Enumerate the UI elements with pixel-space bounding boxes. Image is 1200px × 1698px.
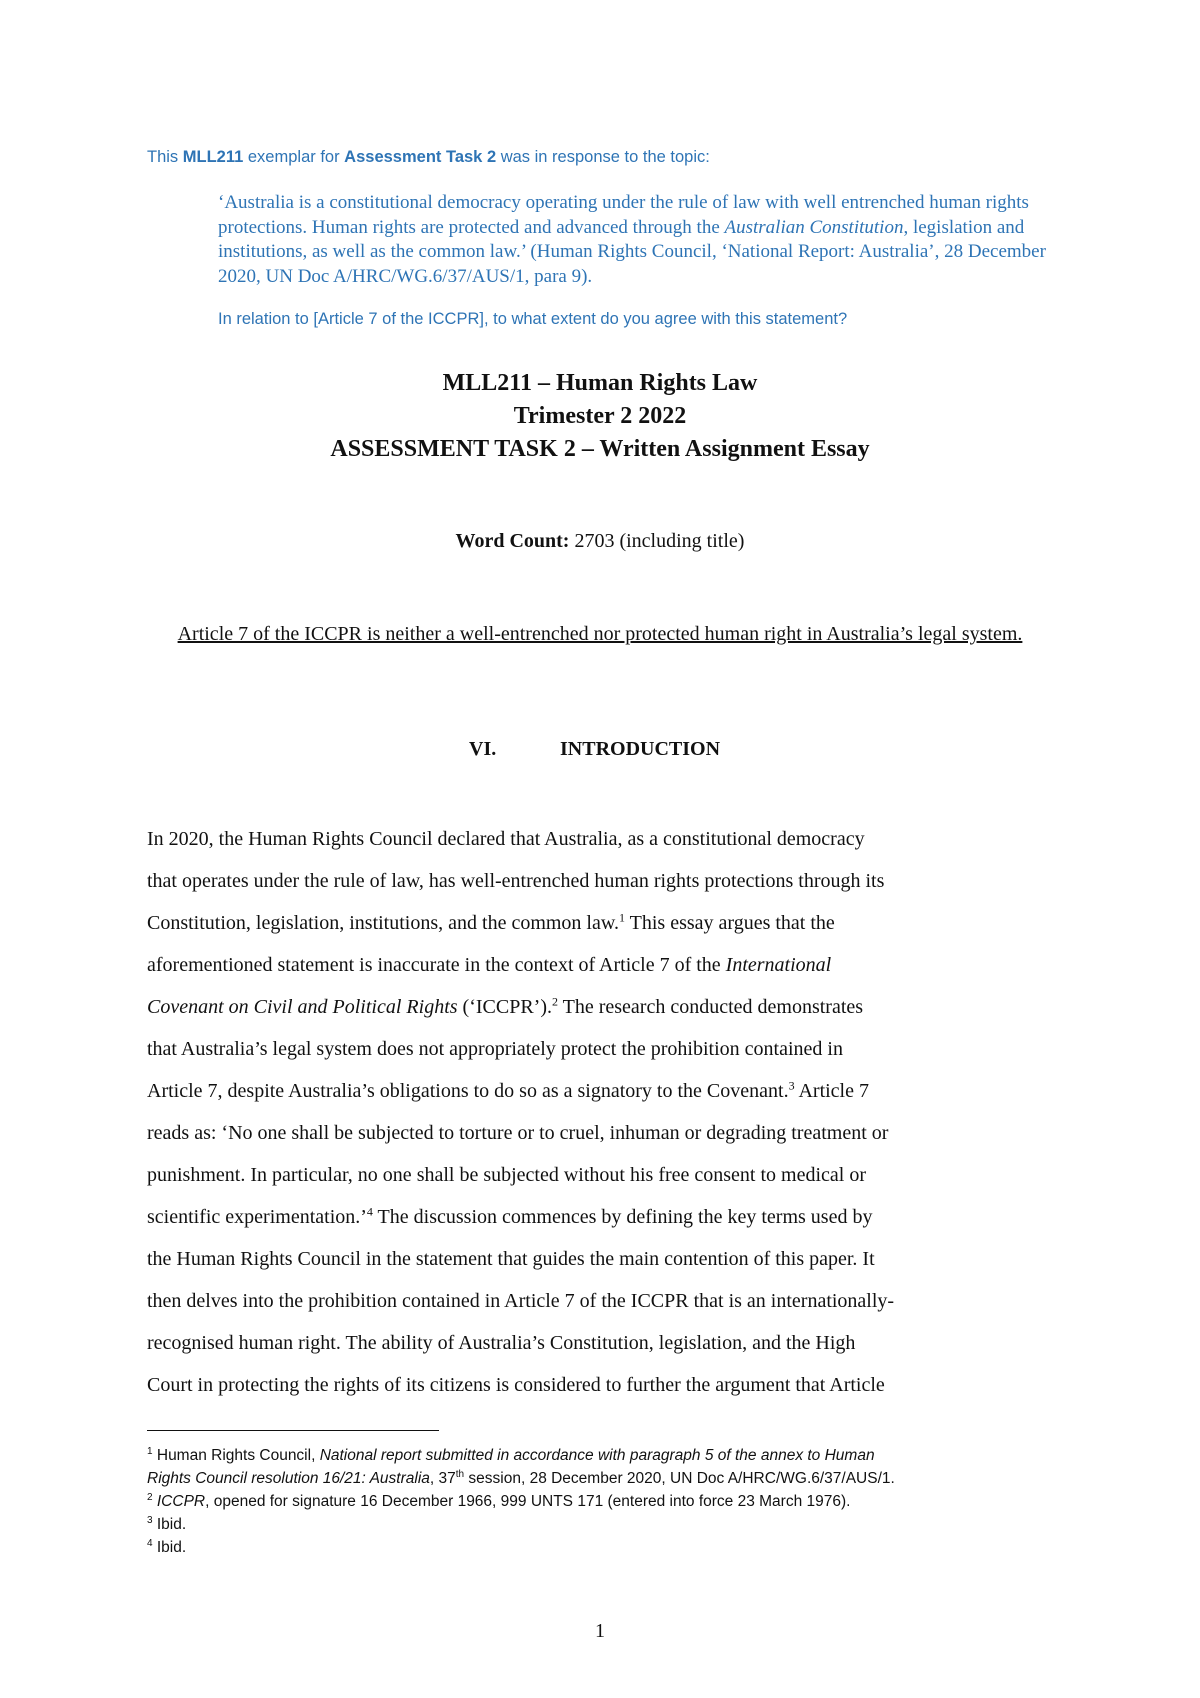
footnote-text: Ibid.	[152, 1516, 187, 1533]
essay-title: Article 7 of the ICCPR is neither a well-entrenched nor protected human right in Australia’s legal system.	[177, 623, 1023, 645]
section-title: INTRODUCTION	[560, 738, 721, 760]
footnote-text: , 37	[429, 1470, 456, 1487]
body-text: scientific experimentation.’	[147, 1206, 367, 1228]
footnote-separator	[147, 1430, 439, 1431]
exemplar-task: Assessment Task 2	[344, 148, 497, 166]
trimester-heading: Trimester 2 2022	[513, 403, 687, 429]
page-number: 1	[595, 1620, 605, 1642]
footnote-3	[147, 1516, 186, 1534]
assessment-heading: ASSESSMENT TASK 2 – Written Assignment Essay	[330, 436, 870, 462]
topic-quote-end: , legislation and institutions, as well as the common law.’ (Human Rights Council, ‘National Report: Australia’, 28 December 2020, UN Doc A/HRC/WG.6/37/AUS/1, para 9).	[218, 216, 1046, 287]
body-line	[147, 996, 863, 1019]
word-count	[0, 530, 1200, 553]
body-line: that Australia’s legal system does not appropriately protect the prohibition contained in	[147, 1038, 843, 1060]
footnote-1	[147, 1447, 875, 1465]
body-line	[147, 954, 831, 977]
footnote-ref: 3	[788, 1078, 795, 1093]
body-text: The discussion commences by defining the key terms used by	[372, 1206, 873, 1228]
word-count-label: Word Count:	[455, 530, 570, 552]
footnote-text: Ibid.	[152, 1539, 187, 1556]
word-count-value: 2703 (including title)	[569, 530, 745, 552]
footnote-ref: 4	[366, 1204, 373, 1219]
footnote-text: Human Rights Council,	[152, 1447, 320, 1464]
footnote-number: 3	[147, 1514, 153, 1526]
body-line: punishment. In particular, no one shall be subjected without his free consent to medical or	[147, 1164, 867, 1186]
course-heading: MLL211 – Human Rights Law	[442, 370, 758, 396]
exemplar-course: MLL211	[182, 148, 244, 166]
body-line: In 2020, the Human Rights Council declared that Australia, as a constitutional democracy	[147, 828, 865, 850]
body-line	[147, 912, 835, 935]
topic-quote-italic: Australian Constitution	[724, 216, 904, 238]
body-line: that operates under the rule of law, has well-entrenched human rights protections through its	[147, 870, 885, 892]
footnote-italic: ICCPR	[152, 1493, 206, 1510]
body-line: recognised human right. The ability of Australia’s Constitution, legislation, and the High	[147, 1332, 856, 1354]
footnote-italic: National report submitted in accordance with paragraph 5 of the annex to Human	[319, 1447, 875, 1464]
topic-question: In relation to [Article 7 of the ICCPR], to what extent do you agree with this statement?	[218, 310, 848, 328]
body-text: (‘ICCPR’).	[457, 996, 552, 1018]
footnote-number: 1	[147, 1445, 153, 1457]
footnote-1-cont	[147, 1470, 895, 1488]
footnote-number: 4	[147, 1537, 153, 1549]
body-text: aforementioned statement is inaccurate in the context of Article 7 of the	[147, 954, 726, 976]
footnote-italic: Rights Council resolution 16/21: Australia	[147, 1470, 430, 1487]
footnote-2	[147, 1493, 850, 1511]
footnote-text: , opened for signature 16 December 1966, 999 UNTS 171 (entered into force 23 March 1976).	[205, 1493, 851, 1510]
footnote-sup: th	[455, 1468, 465, 1480]
body-line	[147, 1206, 872, 1229]
body-text: This essay argues that the	[625, 912, 835, 934]
body-text: Article 7, despite Australia’s obligations to do so as a signatory to the Covenant.	[147, 1080, 789, 1102]
footnote-ref: 1	[619, 910, 626, 925]
body-text: The research conducted demonstrates	[557, 996, 864, 1018]
exemplar-prefix: This	[147, 148, 183, 166]
footnote-number: 2	[147, 1491, 153, 1503]
topic-quote-start: ‘Australia is a constitutional democracy operating under the rule of law with well entrenched human rights protections. Human rights are protected and advanced through the	[218, 192, 1029, 238]
section-number: VI.	[469, 738, 497, 760]
body-line: the Human Rights Council in the statement that guides the main contention of this paper. It	[147, 1248, 875, 1270]
body-line	[147, 1080, 869, 1103]
exemplar-suffix: was in response to the topic:	[496, 148, 710, 166]
footnote-ref: 2	[551, 994, 558, 1009]
exemplar-middle: exemplar for	[243, 148, 345, 166]
body-text: Constitution, legislation, institutions, and the common law.	[147, 912, 620, 934]
exemplar-note	[147, 148, 710, 167]
body-italic: International	[725, 954, 832, 976]
footnote-4	[147, 1539, 186, 1557]
body-line: Court in protecting the rights of its citizens is considered to further the argument that Article	[147, 1374, 885, 1396]
body-line: reads as: ‘No one shall be subjected to torture or to cruel, inhuman or degrading treatment or	[147, 1122, 889, 1144]
topic-quote	[218, 191, 1058, 289]
footnote-text: session, 28 December 2020, UN Doc A/HRC/WG.6/37/AUS/1.	[464, 1470, 895, 1487]
body-line: then delves into the prohibition contained in Article 7 of the ICCPR that is an internationally-	[147, 1290, 895, 1312]
body-italic: Covenant on Civil and Political Rights	[147, 996, 458, 1018]
body-text: Article 7	[794, 1080, 869, 1102]
